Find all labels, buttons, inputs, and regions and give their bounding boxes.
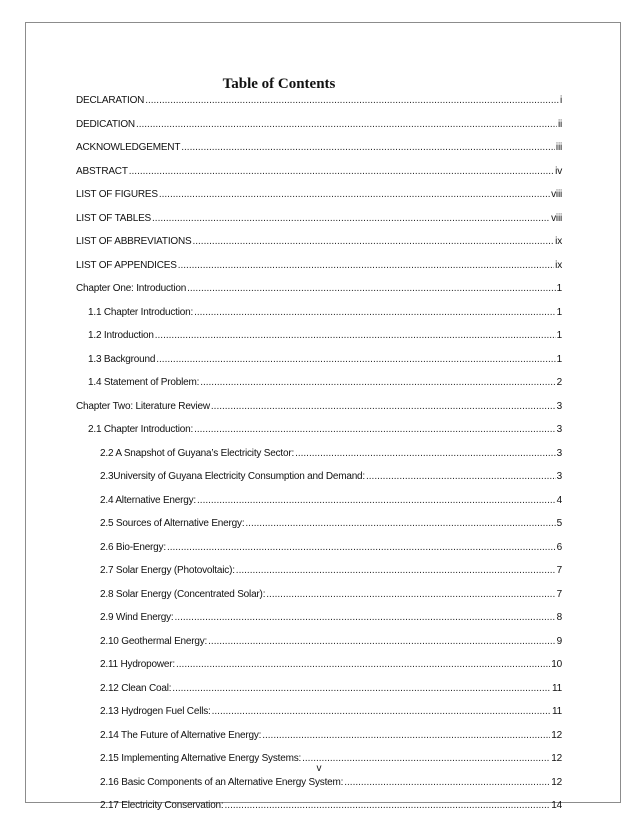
toc-dot-leader — [167, 542, 556, 553]
toc-entry-label: 2.16 Basic Components of an Alternative Energy System: — [100, 776, 344, 788]
toc-entry[interactable] — [76, 777, 562, 801]
toc-entry[interactable] — [76, 636, 562, 660]
toc-entry-page: 1 — [556, 330, 562, 341]
toc-dot-leader — [366, 471, 556, 482]
toc-entry-page: 12 — [551, 729, 562, 741]
toc-entry[interactable] — [76, 659, 562, 683]
toc-entry[interactable] — [76, 542, 562, 566]
toc-dot-leader — [152, 213, 550, 224]
toc-entry-page: 14 — [551, 800, 562, 811]
toc-dot-leader — [175, 612, 556, 623]
toc-entry[interactable] — [76, 119, 562, 143]
toc-dot-leader — [295, 448, 556, 459]
toc-entry-label: 1.4 Statement of Problem: — [88, 377, 200, 388]
page-number: v — [316, 763, 322, 774]
toc-entry-page: viii — [551, 189, 562, 200]
toc-entry-label: DECLARATION — [76, 95, 145, 106]
toc-entry-page: iii — [555, 142, 562, 153]
toc-entry-page: 12 — [551, 776, 562, 788]
toc-entry-label: DEDICATION — [76, 118, 135, 130]
toc-entry-label: LIST OF TABLES — [76, 212, 152, 224]
toc-entry-label: ACKNOWLEDGEMENT — [76, 142, 181, 153]
toc-entry[interactable] — [76, 683, 562, 707]
toc-entry[interactable] — [76, 471, 562, 495]
toc-entry[interactable] — [76, 589, 562, 613]
toc-entry-page: 4 — [556, 494, 562, 506]
toc-dot-leader — [178, 260, 554, 271]
toc-entry[interactable] — [76, 800, 562, 824]
toc-entry-page: 2 — [556, 377, 562, 388]
toc-dot-leader — [176, 659, 550, 670]
toc-entry-label: LIST OF FIGURES — [76, 189, 158, 200]
toc-entry[interactable] — [76, 213, 562, 237]
toc-dot-leader — [181, 142, 555, 153]
toc-entry-label: 2.7 Solar Energy (Photovoltaic): — [100, 565, 235, 576]
toc-entry-page: 11 — [552, 706, 562, 717]
toc-entry-label: Chapter Two: Literature Review — [76, 400, 210, 412]
toc-dot-leader — [156, 354, 555, 365]
toc-entry-page: viii — [551, 212, 562, 224]
toc-entry-label: 1.1 Chapter Introduction: — [88, 306, 194, 318]
toc-entry[interactable] — [76, 166, 562, 190]
toc-dot-leader — [197, 495, 556, 506]
toc-entry-page: 5 — [556, 518, 562, 529]
toc-entry[interactable] — [76, 495, 562, 519]
toc-list — [76, 95, 562, 824]
toc-entry-page: 7 — [556, 588, 562, 600]
toc-entry[interactable] — [76, 706, 562, 730]
toc-entry-page: ix — [555, 236, 562, 247]
toc-entry-label: 2.14 The Future of Alternative Energy: — [100, 729, 262, 741]
toc-entry[interactable] — [76, 189, 562, 213]
toc-entry[interactable] — [76, 424, 562, 448]
toc-entry[interactable] — [76, 448, 562, 472]
toc-entry-page: i — [559, 95, 562, 106]
toc-dot-leader — [236, 565, 556, 576]
toc-dot-leader — [159, 189, 550, 200]
toc-entry-label: Chapter One: Introduction — [76, 283, 187, 294]
toc-dot-leader — [344, 777, 550, 788]
toc-entry[interactable] — [76, 730, 562, 754]
toc-entry[interactable] — [76, 142, 562, 166]
toc-entry[interactable] — [76, 354, 562, 378]
toc-entry-page: 12 — [551, 753, 562, 764]
toc-entry-label: 2.3University of Guyana Electricity Consumption and Demand: — [100, 471, 365, 482]
toc-entry[interactable] — [76, 260, 562, 284]
toc-entry-page: 3 — [556, 400, 562, 412]
toc-entry-label: 2.4 Alternative Energy: — [100, 494, 197, 506]
toc-entry-page: 1 — [556, 306, 562, 318]
toc-dot-leader — [187, 283, 556, 294]
toc-dot-leader — [136, 119, 557, 130]
toc-dot-leader — [145, 95, 559, 106]
toc-entry-label: 2.13 Hydrogen Fuel Cells: — [100, 706, 211, 717]
toc-dot-leader — [200, 377, 555, 388]
toc-entry[interactable] — [76, 95, 562, 119]
toc-entry-label: 1.3 Background — [88, 353, 156, 365]
toc-dot-leader — [211, 401, 556, 412]
toc-entry[interactable] — [76, 612, 562, 636]
toc-entry-label: 2.17 Electricity Conservation: — [100, 800, 224, 811]
toc-entry-label: LIST OF APPENDICES — [76, 259, 177, 271]
toc-entry-page: 6 — [556, 541, 562, 553]
toc-entry[interactable] — [76, 401, 562, 425]
toc-entry[interactable] — [76, 565, 562, 589]
toc-dot-leader — [155, 330, 556, 341]
toc-entry[interactable] — [76, 307, 562, 331]
toc-entry-label: 2.2 A Snapshot of Guyana’s Electricity Sector: — [100, 447, 295, 459]
toc-dot-leader — [172, 683, 551, 694]
toc-dot-leader — [194, 307, 556, 318]
toc-entry-label: 2.6 Bio-Energy: — [100, 541, 166, 553]
toc-dot-leader — [212, 706, 551, 717]
toc-entry-page: 3 — [556, 471, 562, 482]
toc-entry[interactable] — [76, 377, 562, 401]
toc-entry-page: 10 — [551, 659, 562, 670]
toc-entry-label: 2.9 Wind Energy: — [100, 612, 174, 623]
toc-entry[interactable] — [76, 283, 562, 307]
toc-entry-label: 2.15 Implementing Alternative Energy Systems: — [100, 753, 302, 764]
toc-entry-page: iv — [555, 165, 562, 177]
toc-entry-page: 11 — [552, 682, 562, 694]
toc-entry-label: ABSTRACT — [76, 165, 128, 177]
toc-entry-page: 8 — [556, 612, 562, 623]
toc-entry-label: 2.10 Geothermal Energy: — [100, 635, 208, 647]
toc-entry-page: 3 — [556, 447, 562, 459]
toc-entry-page: 9 — [556, 635, 562, 647]
toc-entry-page: 7 — [556, 565, 562, 576]
toc-entry-page: 1 — [556, 283, 562, 294]
toc-entry-page: 1 — [556, 353, 562, 365]
toc-dot-leader — [262, 730, 550, 741]
toc-entry[interactable] — [76, 330, 562, 354]
toc-entry-label: 1.2 Introduction — [88, 330, 154, 341]
toc-entry[interactable] — [76, 518, 562, 542]
toc-dot-leader — [129, 166, 554, 177]
toc-dot-leader — [208, 636, 555, 647]
toc-dot-leader — [194, 424, 556, 435]
toc-entry-label: LIST OF ABBREVIATIONS — [76, 236, 192, 247]
toc-dot-leader — [245, 518, 555, 529]
toc-entry-label: 2.11 Hydropower: — [100, 659, 175, 670]
toc-entry-label: 2.12 Clean Coal: — [100, 682, 172, 694]
toc-entry-label: 2.5 Sources of Alternative Energy: — [100, 518, 245, 529]
toc-entry[interactable] — [76, 236, 562, 260]
toc-entry-page: ii — [557, 118, 562, 130]
toc-title: Table of Contents — [222, 76, 336, 92]
toc-entry-label: 2.1 Chapter Introduction: — [88, 424, 194, 435]
toc-dot-leader — [266, 589, 555, 600]
toc-dot-leader — [225, 800, 551, 811]
toc-dot-leader — [192, 236, 554, 247]
toc-entry-page: 3 — [556, 424, 562, 435]
toc-entry-page: ix — [555, 259, 562, 271]
toc-entry-label: 2.8 Solar Energy (Concentrated Solar): — [100, 588, 266, 600]
